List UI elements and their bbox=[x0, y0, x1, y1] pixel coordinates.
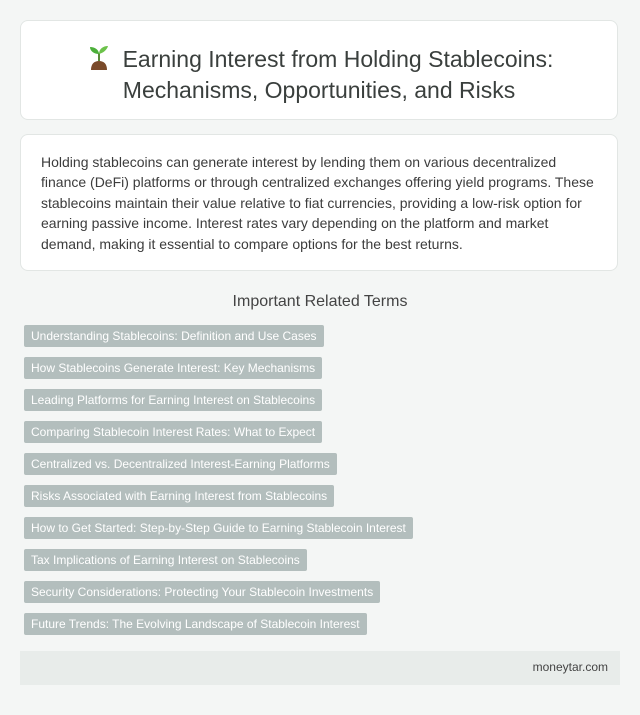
title-line-2: Mechanisms, Opportunities, and Risks bbox=[122, 77, 516, 103]
sprout-icon bbox=[85, 43, 113, 71]
intro-card bbox=[20, 134, 618, 271]
footer bbox=[20, 651, 620, 685]
related-term-tag[interactable]: Leading Platforms for Earning Interest on Stablecoins bbox=[24, 389, 322, 411]
related-term-tag[interactable]: Understanding Stablecoins: Definition and Use Cases bbox=[24, 325, 324, 347]
related-term-tag[interactable]: Tax Implications of Earning Interest on Stablecoins bbox=[24, 549, 307, 571]
related-term-tag[interactable]: Security Considerations: Protecting Your Stablecoin Investments bbox=[24, 581, 380, 603]
related-term-tag[interactable]: How to Get Started: Step-by-Step Guide to Earning Stablecoin Interest bbox=[24, 517, 413, 539]
footer-site-link[interactable]: moneytar.com bbox=[532, 660, 608, 674]
related-term-tag[interactable]: How Stablecoins Generate Interest: Key Mechanisms bbox=[24, 357, 322, 379]
page-title bbox=[21, 43, 617, 106]
title-line-1: Earning Interest from Holding Stablecoins: bbox=[122, 46, 554, 72]
related-term-tag[interactable]: Risks Associated with Earning Interest from Stablecoins bbox=[24, 485, 334, 507]
related-terms-heading: Important Related Terms bbox=[232, 293, 408, 310]
related-terms-list bbox=[24, 325, 413, 645]
related-term-tag[interactable]: Future Trends: The Evolving Landscape of Stablecoin Interest bbox=[24, 613, 367, 635]
title-card bbox=[20, 20, 618, 120]
related-term-tag[interactable]: Centralized vs. Decentralized Interest-Earning Platforms bbox=[24, 453, 337, 475]
related-term-tag[interactable]: Comparing Stablecoin Interest Rates: What to Expect bbox=[24, 421, 322, 443]
intro-paragraph: Holding stablecoins can generate interest by lending them on various decentralized finance (DeFi) platforms or through centralized exchanges offering yield programs. These stablecoins maintain their value relative to fiat currencies, providing a low-risk option for earning passive income. Interest rates vary depending on the platform and market demand, making it essential to compare options for the best returns. bbox=[41, 154, 594, 252]
